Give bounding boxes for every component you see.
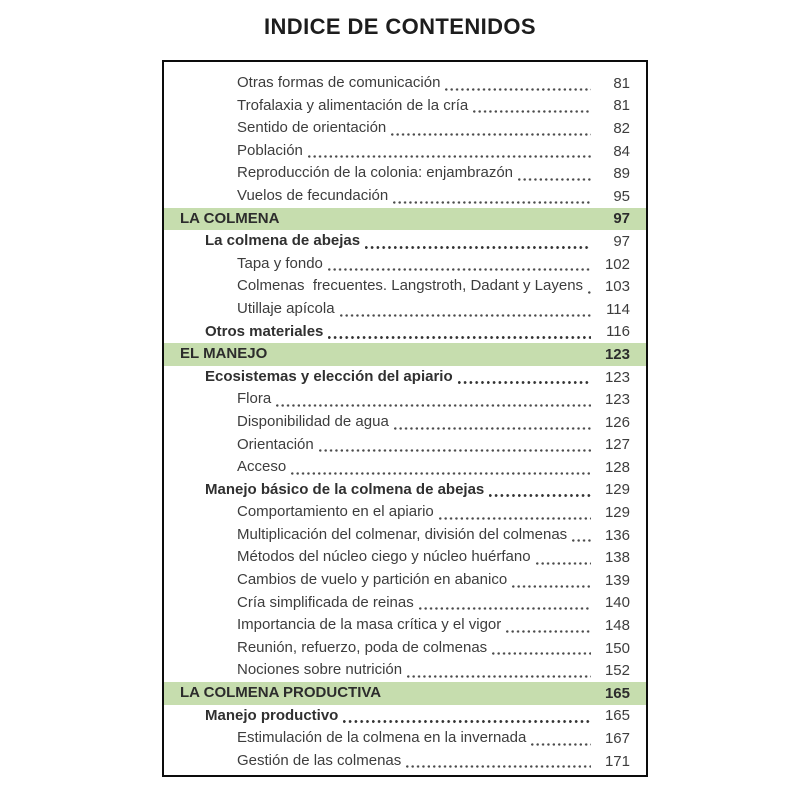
toc-entry-label: Población [237,141,303,159]
toc-entry-page: 123 [604,345,630,363]
toc-entry [164,117,646,140]
toc-entry-label: Manejo básico de la colmena de abejas [205,480,485,498]
toc-entry [164,140,646,163]
toc-entry [164,456,646,479]
toc-entry-page: 165 [604,684,630,702]
dot-leader [391,133,591,136]
toc-entry-page: 123 [604,391,630,409]
toc-entry-page: 139 [604,571,630,589]
toc-entry-page: 148 [604,617,630,635]
toc-entry-page: 150 [604,639,630,657]
toc-entry [164,434,646,457]
toc-entry-page: 171 [604,752,630,770]
dot-leader [393,201,591,204]
toc-entry [164,569,646,592]
dot-leader [445,88,591,91]
toc-entry-page: 136 [604,526,630,544]
dot-leader [572,539,591,542]
dot-leader [340,314,591,317]
toc-entry-page: 123 [604,368,630,386]
toc-entry [164,298,646,321]
dot-leader [588,291,591,294]
page-title: INDICE DE CONTENIDOS [263,14,537,39]
toc-entry-label: La colmena de abejas [205,232,361,250]
toc-entry-label: Cría simplificada de reinas [237,593,414,611]
toc-entry-page: 81 [613,74,630,92]
toc-entry [164,162,646,185]
toc-entry-page: 167 [604,730,630,748]
toc-entry-page: 128 [604,458,630,476]
dot-leader [531,743,591,746]
toc-entry-page: 82 [613,119,630,137]
toc-entry-page: 84 [613,142,630,160]
toc-entry [164,321,646,344]
dot-leader [291,472,591,475]
toc-entry [164,705,646,728]
toc-entry-label: Disponibilidad de agua [237,412,389,430]
dot-leader [407,675,591,678]
toc-entry-label: Reproducción de la colonia: enjambrazón [237,164,514,182]
toc-entry-label: Gestión de las colmenas [237,751,402,769]
toc-entry [164,411,646,434]
toc-entry-page: 97 [613,210,630,228]
toc-entry-label: Orientación [237,435,314,453]
toc-entry-page: 126 [604,413,630,431]
toc-entry [164,727,646,750]
toc-entry-label: Tapa y fondo [237,254,323,272]
toc-entry-page: 97 [613,232,630,250]
toc-entry-page: 116 [606,323,630,341]
toc-entry [164,95,646,118]
toc-list [164,72,646,772]
toc-entry-label: Comportamiento en el apiario [237,503,434,521]
toc-entry-label: Vuelos de fecundación [237,186,389,204]
toc-entry-label: Acceso [237,458,287,476]
toc-entry [164,388,646,411]
toc-entry-label: LA COLMENA [180,209,280,227]
toc-entry-page: 103 [604,278,630,296]
toc-entry-label: Multiplicación del colmenar, división del colmenas [237,525,568,543]
toc-entry-label: Ecosistemas y elección del apiario [205,367,453,385]
toc-entry-page: 140 [604,594,630,612]
toc-entry-label: Manejo productivo [205,706,339,724]
toc-entry-label: Otras formas de comunicación [237,74,441,91]
toc-entry-label: Reunión, refuerzo, poda de colmenas [237,638,488,656]
toc-entry-label: Colmenas frecuentes. Langstroth, Dadant y Layens [237,277,584,295]
toc-entry [164,253,646,276]
dot-leader [439,517,591,520]
toc-entry [164,614,646,637]
dot-leader [406,765,591,768]
toc-entry-label: Métodos del núcleo ciego y núcleo huérfano [237,548,531,566]
toc-entry-page: 152 [604,662,630,680]
dot-leader [328,336,591,339]
toc-entry-page: 95 [613,187,630,205]
dot-leader [394,427,591,430]
toc-entry-label: LA COLMENA PRODUCTIVA [180,684,382,702]
toc-entry [164,72,646,95]
dot-leader [489,494,591,497]
toc-entry [164,524,646,547]
toc-entry-label: Trofalaxia y alimentación de la cría [237,96,469,114]
dot-leader [343,720,591,723]
dot-leader [308,155,591,158]
toc-entry-page: 114 [606,300,630,318]
toc-entry [164,592,646,615]
toc-entry-page: 89 [613,165,630,183]
toc-entry [164,501,646,524]
toc-entry [164,479,646,502]
toc-entry-label: Cambios de vuelo y partición en abanico [237,571,508,589]
toc-frame [162,60,648,777]
dot-leader [473,110,591,113]
dot-leader [458,381,591,384]
dot-leader [365,246,591,249]
dot-leader [512,585,591,588]
toc-entry-label: EL MANEJO [180,345,268,363]
toc-entry [164,546,646,569]
toc-entry [164,230,646,253]
toc-entry-page: 165 [604,707,630,725]
dot-leader [276,404,591,407]
toc-entry-label: Importancia de la masa crítica y el vigor [237,616,502,634]
toc-entry-page: 127 [604,436,630,454]
toc-entry-label: Estimulación de la colmena en la invernada [237,729,527,747]
dot-leader [319,449,591,452]
toc-section-row [164,343,646,366]
dot-leader [506,630,591,633]
toc-entry-page: 129 [604,481,630,499]
toc-entry-page: 138 [604,549,630,567]
toc-entry [164,185,646,208]
dot-leader [518,178,591,181]
toc-entry-label: Nociones sobre nutrición [237,661,403,679]
dot-leader [419,607,591,610]
dot-leader [328,268,591,271]
toc-entry-label: Flora [237,390,272,408]
toc-entry-label: Sentido de orientación [237,119,387,137]
toc-section-row [164,208,646,231]
toc-entry [164,659,646,682]
toc-entry [164,366,646,389]
toc-entry [164,637,646,660]
toc-entry-label: Utillaje apícola [237,299,335,317]
dot-leader [492,652,591,655]
toc-entry-label: Otros materiales [205,322,324,340]
toc-section-row [164,682,646,705]
toc-entry-page: 102 [604,255,630,273]
toc-entry-page: 129 [604,504,630,522]
toc-entry-page: 81 [613,97,630,115]
toc-entry [164,750,646,773]
toc-entry [164,275,646,298]
dot-leader [536,562,591,565]
